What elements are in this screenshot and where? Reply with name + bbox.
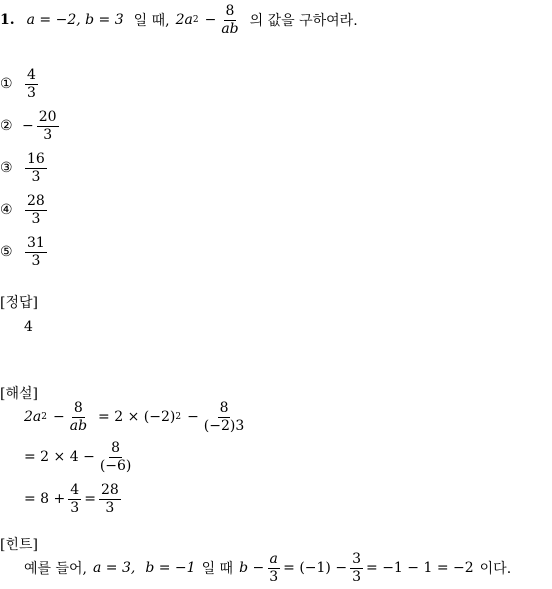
solution-frac-num: 4: [70, 482, 80, 498]
choice-3[interactable]: [0, 152, 50, 184]
choice-fraction: [25, 194, 47, 226]
solution-label: [해설]: [0, 386, 38, 402]
solution-fraction: [68, 483, 81, 515]
solution-fraction: [99, 483, 121, 515]
choice-den: 3: [27, 84, 36, 101]
choice-num: 31: [27, 235, 45, 251]
choice-num: 28: [27, 193, 45, 209]
solution-frac-den: ab: [69, 417, 88, 434]
choice-num: 4: [27, 67, 36, 83]
choice-den: 3: [31, 252, 41, 269]
solution-line-3: [24, 483, 124, 515]
choice-marker: ③: [0, 160, 13, 177]
solution-frac-num: 8: [219, 400, 229, 416]
solution-frac-num: 8: [73, 400, 83, 416]
choice-fraction: [37, 110, 59, 142]
hint-text: a = 3,: [93, 560, 136, 577]
solution-frac-den: 3: [70, 499, 80, 516]
solution-fraction: [98, 441, 134, 473]
question-text-mid: 일 때,: [133, 13, 170, 30]
solution-text: = 8 +: [24, 491, 66, 508]
solution-minus: −: [187, 409, 199, 426]
hint-label: [힌트]: [0, 537, 38, 553]
choice-den: 3: [31, 210, 41, 227]
hint-text: = −1 − 1 = −2: [366, 560, 474, 577]
choice-marker: ①: [0, 76, 13, 93]
choice-marker: ④: [0, 202, 13, 219]
hint-frac-den: 3: [269, 568, 279, 585]
solution-text: = 2 × 4 −: [24, 449, 95, 466]
choice-marker: ②: [0, 118, 13, 135]
choice-5[interactable]: [0, 236, 50, 268]
question-line: 1. a = −2, b = 3 일 때, 2a 2 − $\frac{8}{ab}$ 의 값을 구하여라.: [0, 3, 358, 37]
question-frac-num: 8: [225, 3, 235, 19]
hint-line: [24, 552, 511, 584]
solution-fraction: [202, 401, 246, 433]
question-frac-den: ab: [221, 20, 239, 37]
solution-frac-num: 28: [100, 482, 119, 498]
solution-eq: =: [84, 491, 96, 508]
question-expr-a: 2a: [175, 12, 193, 29]
choice-den: 3: [43, 126, 53, 143]
solution-term: 2a: [24, 409, 42, 426]
solution-frac-den: (−6): [99, 457, 132, 474]
hint-frac-num: a: [269, 551, 278, 567]
answer-label: [정답]: [0, 295, 38, 311]
choice-sign: −: [22, 118, 34, 135]
question-minus: −: [204, 12, 217, 29]
solution-line-2: [24, 441, 136, 473]
choice-fraction: [25, 152, 47, 184]
solution-fraction: [68, 401, 89, 433]
hint-fraction: [267, 552, 280, 584]
choice-fraction: [25, 68, 38, 100]
hint-text: 예를 들어,: [24, 561, 87, 578]
choice-num: 16: [27, 151, 45, 167]
hint-text: b = −1: [145, 560, 196, 577]
choice-den: 3: [31, 168, 41, 185]
choice-2[interactable]: [0, 110, 62, 142]
solution-line-1: 2a 2 − $\frac{8}{ab}$ = 2 × (−2) 2 − $\frac{8}{(-2)3}$: [24, 400, 245, 434]
hint-fraction: [350, 552, 363, 584]
solution-eq: = 2 × (−2): [98, 409, 176, 426]
choice-fraction: [25, 236, 47, 268]
hint-text: b −: [239, 560, 265, 577]
answer-value: 4: [24, 319, 33, 335]
hint-text: 이다.: [479, 561, 512, 578]
choice-4[interactable]: [0, 194, 50, 226]
choice-marker: ⑤: [0, 244, 13, 261]
solution-frac-num: 8: [111, 440, 121, 456]
choice-num: 20: [38, 109, 57, 125]
hint-text: = (−1) −: [283, 560, 348, 577]
question-text-end: 의 값을 구하여라.: [249, 13, 358, 30]
question-fraction: [219, 4, 240, 36]
hint-frac-den: 3: [352, 568, 362, 585]
choice-1[interactable]: [0, 68, 41, 100]
question-number: 1.: [0, 12, 15, 29]
solution-minus: −: [53, 409, 65, 426]
solution-frac-den: (−2)3: [203, 417, 245, 434]
hint-frac-num: 3: [352, 551, 362, 567]
question-condition: a = −2, b = 3: [26, 12, 124, 29]
solution-frac-den: 3: [105, 499, 115, 516]
hint-text: 일 때: [201, 561, 234, 578]
